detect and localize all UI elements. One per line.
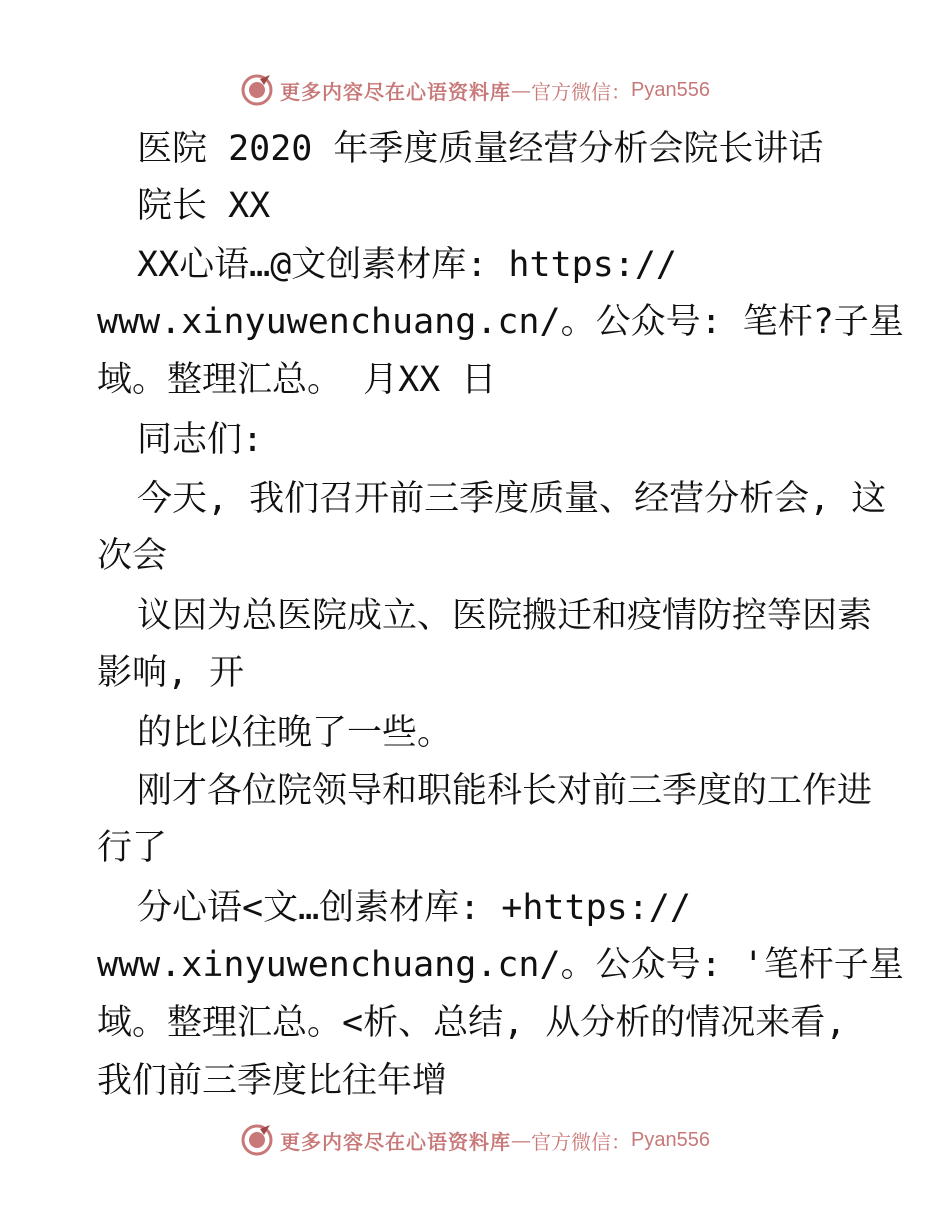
header-banner [0, 70, 950, 110]
text-line: www.xinyuwenchuang.cn/。公众号: '笔杆子星 [97, 945, 904, 985]
document-title: 医院 2020 年季度质量经营分析会院长讲话 [137, 129, 824, 169]
text-line: 刚才各位院领导和职能科长对前三季度的工作进 [137, 771, 873, 811]
text-line: XX心语…@文创素材库: https:// [137, 245, 678, 285]
banner-site-text: 更多内容尽在心语资料库 [280, 79, 512, 104]
banner-wechat-id: Pyan556 [631, 1128, 710, 1151]
banner-site-text: 更多内容尽在心语资料库 [280, 1129, 512, 1154]
text-line: 次会 [97, 536, 168, 576]
text-line: 今天, 我们召开前三季度质量、经营分析会, 这 [137, 479, 887, 519]
text-line: 域。整理汇总。 月XX 日 [97, 360, 497, 400]
author-line: 院长 XX [137, 186, 271, 226]
text-line: 我们前三季度比往年增 [97, 1061, 448, 1101]
footer-banner [0, 1120, 950, 1160]
banner-wechat-label: 官方微信： [531, 79, 632, 104]
text-line: 分心语<文…创素材库: +https:// [137, 888, 691, 928]
brand-logo-icon [240, 73, 274, 107]
text-line: www.xinyuwenchuang.cn/。公众号: 笔杆?子星 [97, 302, 904, 342]
salutation: 同志们: [137, 420, 264, 460]
banner-separator: — [511, 78, 532, 102]
banner-wechat-label: 官方微信： [531, 1129, 632, 1154]
text-line: 影响, 开 [97, 653, 245, 693]
text-line: 议因为总医院成立、医院搬迁和疫情防控等因素 [137, 596, 873, 636]
text-line: 域。整理汇总。<析、总结, 从分析的情况来看, [97, 1003, 847, 1043]
text-line: 的比以往晚了一些。 [137, 713, 453, 753]
banner-separator: — [511, 1128, 532, 1152]
banner-wechat-id: Pyan556 [631, 78, 710, 101]
brand-logo-icon [240, 1123, 274, 1157]
text-line: 行了 [97, 828, 168, 868]
